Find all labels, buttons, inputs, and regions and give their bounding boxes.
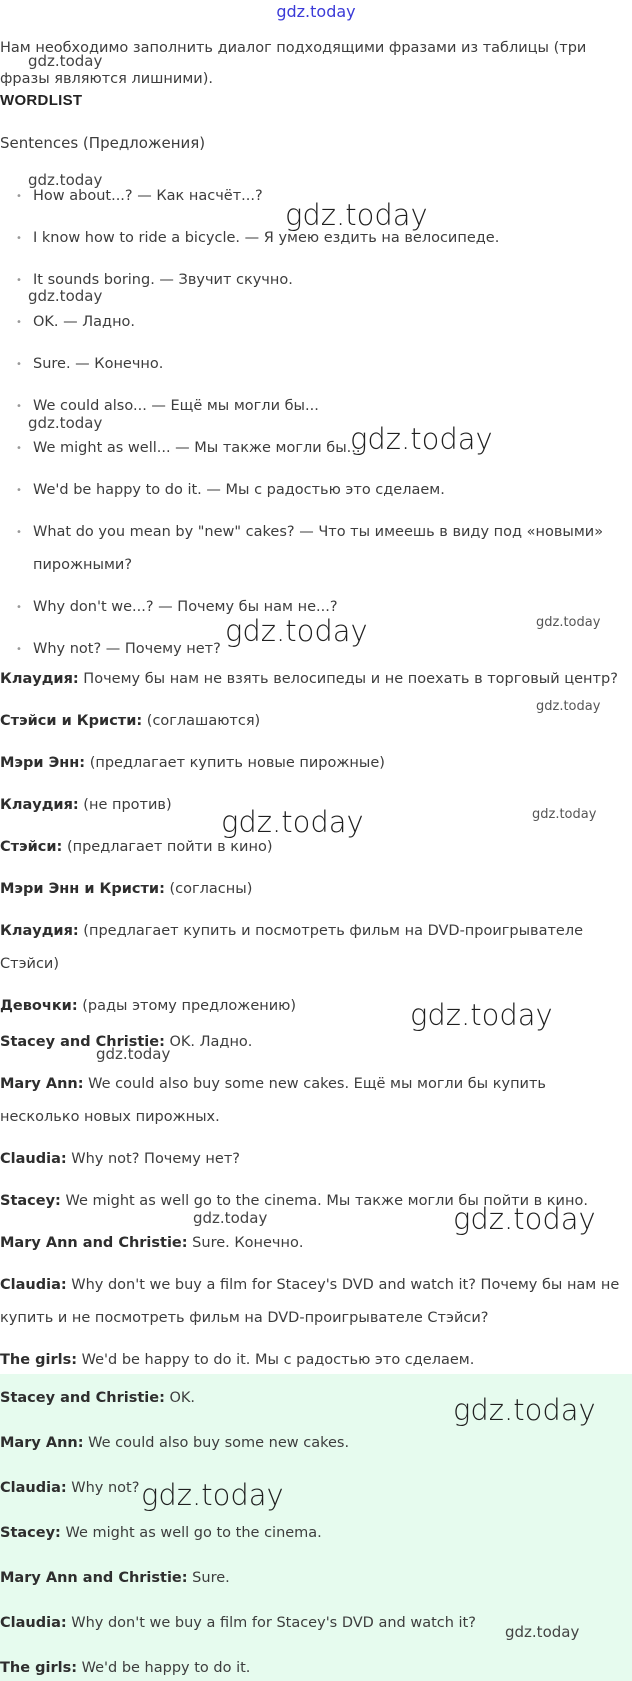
watermark: gdz.today [350,422,493,456]
bullet-icon: • [16,602,22,613]
speaker-name: Стэйси: [0,839,63,855]
line-text: (рады этому предложению) [77,998,297,1014]
watermark: gdz.today [96,1045,171,1063]
speaker-name: Claudia: [0,1151,67,1167]
dialogue-line [0,1427,625,1460]
line-text: Why don't we buy a film for Stacey's DVD and watch it? [66,1615,476,1631]
intro-text: Нам необходимо заполнить диалог подходящими фразами из таблицы (три фразы являются лишними). [0,40,587,87]
speaker-name: The girls: [0,1352,77,1368]
speaker-name: Claudia: [0,1480,67,1496]
dialogue-line [0,1472,625,1505]
line-text: We could also buy some new cakes. Ещё мы могли бы купить несколько новых пирожных. [0,1076,546,1125]
watermark: gdz.today [536,615,601,630]
speaker-name: Клаудия: [0,797,79,813]
line-text: (соглашаются) [142,713,261,729]
speaker-name: Mary Ann: [0,1435,84,1451]
dialogue-line [0,1143,625,1176]
speaker-name: Стэйси и Кристи: [0,713,143,729]
speaker-name: Мэри Энн: [0,755,86,771]
line-text: Why not? Почему нет? [66,1151,240,1167]
line-text: Why don't we buy a film for Stacey's DVD and watch it? Почему бы нам не купить и не посмотреть фильм на DVD-проигрывателе Стэйси? [0,1277,620,1326]
dialogue-plan [0,663,625,1032]
dialogue-line [0,663,625,696]
watermark: gdz.today [221,805,364,839]
line-text: We might as well go to the cinema. Мы также могли бы пойти в кино. [60,1193,588,1209]
line-text: (предлагает купить новые пирожные) [85,755,385,771]
line-text: (предлагает пойти в кино) [62,839,273,855]
dialogue-line [0,873,625,906]
watermark: gdz.today [28,52,103,70]
line-text: OK. Ладно. [164,1034,253,1050]
dialogue-line [0,1068,625,1134]
list-item-text: Why not? — Почему нет? [33,641,221,657]
watermark: gdz.today [532,807,597,822]
list-item [0,516,625,582]
bullet-icon: • [16,401,22,412]
list-item-text: Sure. — Конечно. [33,356,164,372]
speaker-name: Mary Ann and Christie: [0,1235,188,1251]
bullet-icon: • [16,275,22,286]
dialogue-line [0,1269,625,1335]
bullet-icon: • [16,359,22,370]
watermark: gdz.today [28,414,103,432]
dialogue-line [0,1517,625,1550]
speaker-name: Claudia: [0,1615,67,1631]
line-text: We'd be happy to do it. Мы с радостью это сделаем. [77,1352,475,1368]
dialogue-line [0,1562,625,1595]
watermark: gdz.today [505,1623,580,1641]
line-text: OK. [164,1390,196,1406]
line-text: Sure. [187,1570,230,1586]
speaker-name: Мэри Энн и Кристи: [0,881,165,897]
watermark: gdz.today [453,1393,596,1427]
line-text: (согласны) [164,881,253,897]
watermark: gdz.today [536,699,601,714]
list-item [0,348,625,381]
speaker-name: Claudia: [0,1277,67,1293]
speaker-name: Stacey and Christie: [0,1034,165,1050]
speaker-name: Девочки: [0,998,78,1014]
dialogue-line [0,1344,625,1377]
dialogue-line [0,747,625,780]
list-item-text: It sounds boring. — Звучит скучно. [33,272,293,288]
watermark: gdz.today [453,1202,596,1236]
watermark: gdz.today [28,287,103,305]
speaker-name: The girls: [0,1660,77,1676]
speaker-name: Клаудия: [0,923,79,939]
speaker-name: Mary Ann and Christie: [0,1570,188,1586]
list-item [0,306,625,339]
speaker-name: Stacey: [0,1193,61,1209]
list-item-text: How about...? — Как насчёт...? [33,188,263,204]
line-text: We could also buy some new cakes. [83,1435,350,1451]
wordlist-subheading: Sentences (Предложения) [0,134,206,152]
watermark: gdz.today [410,998,553,1032]
line-text: We'd be happy to do it. [77,1660,251,1676]
list-item [0,432,625,465]
watermark: gdz.today [141,1478,284,1512]
line-text: Why not? [66,1480,140,1496]
speaker-name: Клаудия: [0,671,79,687]
watermark: gdz.today [28,171,103,189]
bullet-icon: • [16,233,22,244]
line-text: (не против) [78,797,172,813]
bullet-icon: • [16,485,22,496]
list-item-text: OK. — Ладно. [33,314,136,330]
bullet-icon: • [16,527,22,538]
list-item-text: We might as well... — Мы также могли бы... [33,440,361,456]
line-text: Почему бы нам не взять велосипеды и не поехать в торговый центр? [78,671,618,687]
site-link[interactable]: gdz.today [276,2,356,21]
watermark: gdz.today [193,1209,268,1227]
speaker-name: Stacey: [0,1525,61,1541]
bullet-icon: • [16,443,22,454]
bullet-icon: • [16,191,22,202]
list-item-text: Why don't we...? — Почему бы нам не...? [33,599,338,615]
line-text: (предлагает купить и посмотреть фильм на DVD-проигрывателе Стэйси) [0,923,584,972]
list-item-text: We could also... — Ещё мы могли бы... [33,398,319,414]
watermark: gdz.today [225,614,368,648]
speaker-name: Stacey and Christie: [0,1390,165,1406]
dialogue-line [0,705,625,738]
speaker-name: Mary Ann: [0,1076,84,1092]
bullet-icon: • [16,644,22,655]
list-item [0,474,625,507]
list-item-text: I know how to ride a bicycle. — Я умею ездить на велосипеде. [33,230,500,246]
list-item-text: What do you mean by "new" cakes? — Что ты имеешь в виду под «новыми» пирожными? [33,524,604,573]
dialogue-line [0,1652,625,1681]
line-text: Sure. Конечно. [187,1235,304,1251]
wordlist-heading: WORDLIST [0,92,83,109]
list-item-text: We'd be happy to do it. — Мы с радостью это сделаем. [33,482,445,498]
watermark: gdz.today [285,198,428,232]
bullet-icon: • [16,317,22,328]
line-text: We might as well go to the cinema. [60,1525,322,1541]
dialogue-line [0,915,625,981]
